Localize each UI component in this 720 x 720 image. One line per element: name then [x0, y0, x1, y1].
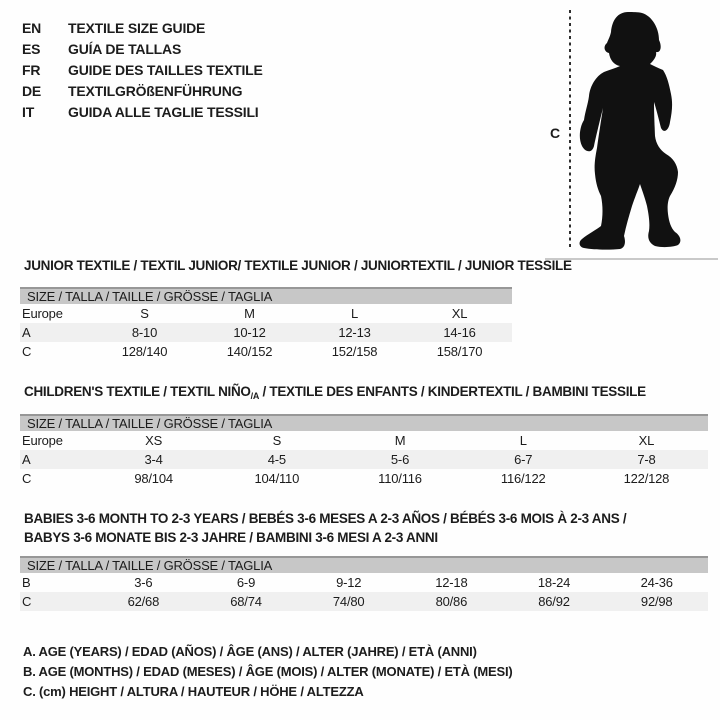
- junior-section-title: JUNIOR TEXTILE / TEXTIL JUNIOR/ TEXTILE JUNIOR / JUNIORTEXTIL / JUNIOR TESSILE: [24, 258, 572, 273]
- lang-label: TEXTILE SIZE GUIDE: [68, 20, 206, 36]
- children-title-post: / TEXTILE DES ENFANTS / KINDERTEXTIL / BAMBINI TESSILE: [259, 384, 646, 399]
- cell: 24-36: [640, 575, 673, 590]
- table-row: [20, 431, 708, 450]
- cell: 158/170: [436, 344, 483, 359]
- cell: 7-8: [637, 452, 656, 467]
- legend-line-b: B. AGE (MONTHS) / EDAD (MESES) / ÂGE (MOIS) / ALTER (MONATE) / ETÀ (MESI): [23, 664, 513, 679]
- cell: 140/152: [226, 344, 273, 359]
- row-label: C: [22, 471, 32, 486]
- lang-row-fr: [22, 60, 263, 81]
- lang-row-es: [22, 39, 263, 60]
- children-size-table: [20, 414, 708, 488]
- cell: XL: [451, 306, 468, 321]
- cell: M: [394, 433, 406, 448]
- cell: 8-10: [131, 325, 158, 340]
- cell: 3-4: [144, 452, 163, 467]
- row-label: A: [22, 325, 31, 340]
- babies-size-table: [20, 556, 708, 611]
- cell: 122/128: [623, 471, 670, 486]
- lang-row-it: [22, 102, 263, 123]
- cell: XS: [145, 433, 163, 448]
- size-table-header-label: SIZE / TALLA / TAILLE / GRÖSSE / TAGLIA: [27, 289, 273, 304]
- legend-line-a: A. AGE (YEARS) / EDAD (AÑOS) / ÂGE (ANS) / ALTER (JAHRE) / ETÀ (ANNI): [23, 644, 477, 659]
- toddler-silhouette: [576, 8, 684, 253]
- table-row: [20, 304, 512, 323]
- table-row: [20, 450, 708, 469]
- lang-code: EN: [22, 20, 42, 36]
- cell: 4-5: [267, 452, 286, 467]
- measure-legend: [23, 642, 513, 702]
- table-row: [20, 592, 708, 611]
- cell: 5-6: [390, 452, 410, 467]
- cell: 86/92: [538, 594, 570, 609]
- size-table-header-bar: [20, 414, 708, 431]
- height-measure-dotted-line: [569, 10, 571, 250]
- lang-label: GUIDA ALLE TAGLIE TESSILI: [68, 104, 259, 120]
- row-label: Europe: [22, 306, 63, 321]
- table-row: [20, 323, 512, 342]
- cell: 14-16: [443, 325, 476, 340]
- table-row: [20, 573, 708, 592]
- size-table-header-bar: [20, 287, 512, 304]
- children-section-title: [24, 384, 646, 401]
- cell: 92/98: [640, 594, 673, 609]
- cell: 6-7: [514, 452, 533, 467]
- lang-label: GUÍA DE TALLAS: [68, 41, 182, 57]
- cell: 9-12: [336, 575, 362, 590]
- lang-label: GUIDE DES TAILLES TEXTILE: [68, 62, 263, 78]
- cell: 98/104: [134, 471, 173, 486]
- lang-code: ES: [22, 41, 41, 57]
- junior-size-table: [20, 287, 512, 361]
- cell: 68/74: [230, 594, 262, 609]
- cell: 74/80: [332, 594, 365, 609]
- babies-section-title: [24, 509, 626, 547]
- cell: 104/110: [254, 471, 300, 486]
- size-table-header-label: SIZE / TALLA / TAILLE / GRÖSSE / TAGLIA: [27, 558, 273, 573]
- lang-label: TEXTILGRÖßENFÜHRUNG: [68, 83, 243, 99]
- children-title-subscript: /A: [250, 391, 260, 401]
- cell: S: [140, 306, 149, 321]
- cell: 128/140: [121, 344, 168, 359]
- children-title-pre: CHILDREN'S TEXTILE / TEXTIL NIÑO: [24, 384, 251, 399]
- cell: 152/158: [331, 344, 378, 359]
- cell: 12-18: [435, 575, 468, 590]
- row-label: C: [22, 594, 32, 609]
- row-label: Europe: [22, 433, 63, 448]
- table-row: [20, 469, 708, 488]
- babies-title-line-1: BABIES 3-6 MONTH TO 2-3 YEARS / BEBÉS 3-6 MESES A 2-3 AÑOS / BÉBÉS 3-6 MOIS À 2-3 ANS /: [24, 511, 627, 526]
- cell: 110/116: [378, 471, 422, 486]
- size-table-header-label: SIZE / TALLA / TAILLE / GRÖSSE / TAGLIA: [27, 416, 273, 431]
- legend-line-c: C. (cm) HEIGHT / ALTURA / HAUTEUR / HÖHE / ALTEZZA: [23, 684, 364, 699]
- lang-code: DE: [22, 83, 42, 99]
- lang-code: IT: [22, 104, 35, 120]
- babies-title-line-2: BABYS 3-6 MONATE BIS 2-3 JAHRE / BAMBINI 3-6 MESI A 2-3 ANNI: [24, 530, 438, 545]
- cell: M: [244, 306, 255, 321]
- cell: 62/68: [127, 594, 160, 609]
- lang-row-de: [22, 81, 263, 102]
- table-row: [20, 342, 512, 361]
- cell: XL: [638, 433, 655, 448]
- cell: L: [350, 306, 359, 321]
- cell: 18-24: [537, 575, 571, 590]
- row-label: B: [22, 575, 31, 590]
- cell: L: [519, 433, 527, 448]
- cell: 116/122: [500, 471, 546, 486]
- cell: S: [272, 433, 282, 448]
- height-measure-label: C: [550, 125, 561, 141]
- lang-row-en: [22, 18, 263, 39]
- cell: 12-13: [338, 325, 371, 340]
- cell: 3-6: [134, 575, 153, 590]
- row-label: A: [22, 452, 31, 467]
- lang-code: FR: [22, 62, 41, 78]
- cell: 80/86: [435, 594, 468, 609]
- cell: 6-9: [236, 575, 256, 590]
- row-label: C: [22, 344, 32, 359]
- language-title-list: [22, 18, 263, 123]
- size-table-header-bar: [20, 556, 708, 573]
- cell: 10-12: [233, 325, 266, 340]
